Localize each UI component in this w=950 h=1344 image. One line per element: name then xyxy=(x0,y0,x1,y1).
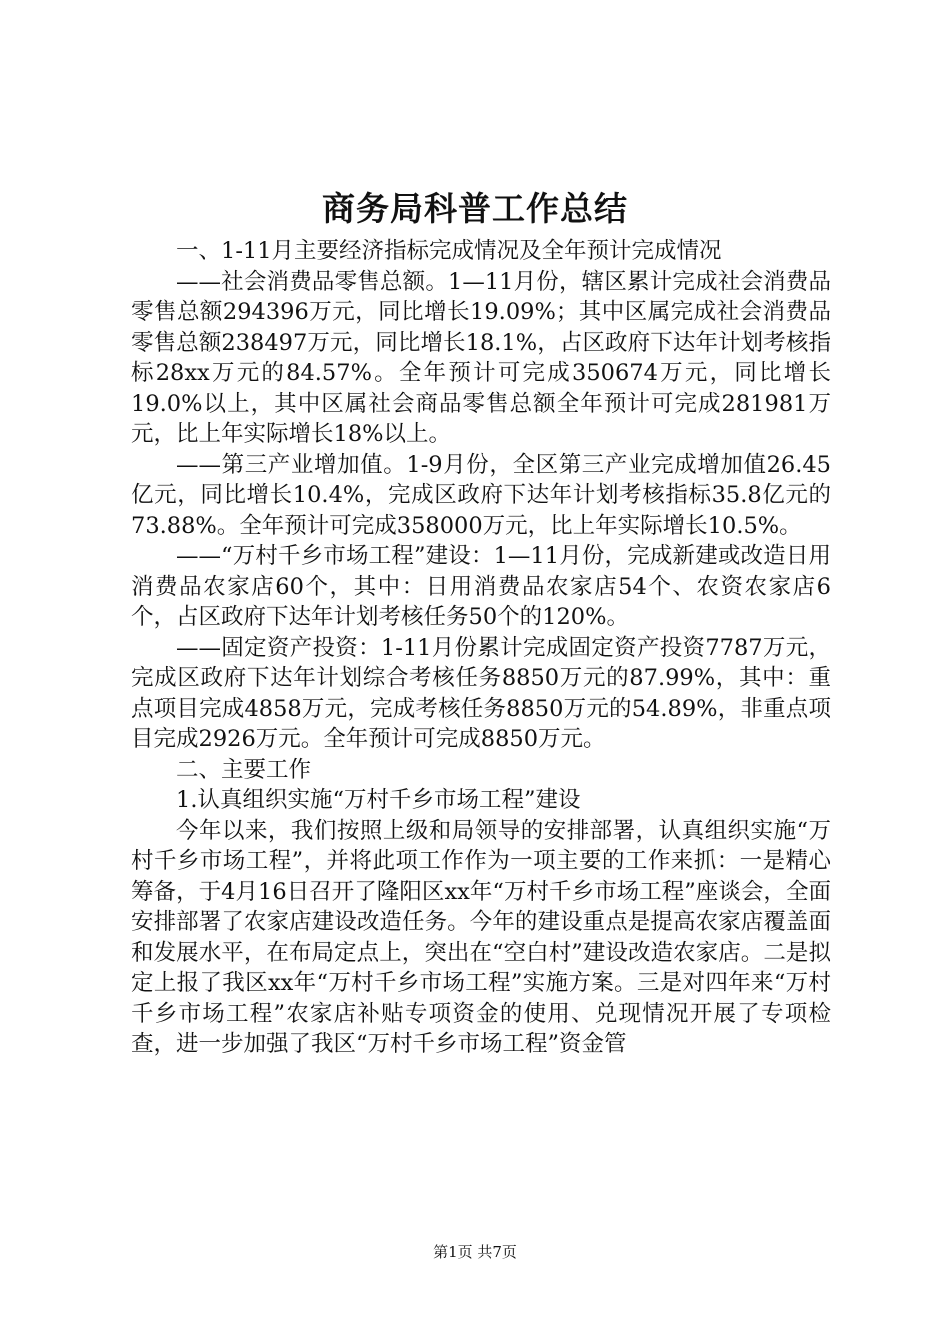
paragraph-market-project: ——“万村千乡市场工程”建设：1—11月份，完成新建或改造日用消费品农家店60个，其中：日用消费品农家店54个、农资农家店6个，占区政府下达年计划考核任务50个的120%。 xyxy=(131,543,831,630)
section-heading-1: 一、1-11月主要经济指标完成情况及全年预计完成情况 xyxy=(176,238,722,264)
paragraph-work-details: 今年以来，我们按照上级和局领导的安排部署，认真组织实施“万村千乡市场工程”，并将此项工作作为一项主要的工作来抓：一是精心筹备，于4月16日召开了隆阳区xx年“万村千乡市场工程”座谈会，全面安排部署了农家店建设改造任务。今年的建设重点是提高农家店覆盖面和发展水平，在布局定点上，突出在“空白村”建设改造农家店。二是拟定上报了我区xx年“万村千乡市场工程”实施方案。三是对四年来“万村千乡市场工程”农家店补贴专项资金的使用、兑现情况开展了专项检查，进一步加强了我区“万村千乡市场工程”资金管 xyxy=(131,817,831,1057)
document-title: 商务局科普工作总结 xyxy=(322,189,628,228)
section-heading-2: 二、主要工作 xyxy=(176,756,312,783)
page-footer: 第1页 共7页 xyxy=(433,1243,517,1261)
paragraph-tertiary-industry: ——第三产业增加值。1-9月份，全区第三产业完成增加值26.45亿元，同比增长10.4%，完成区政府下达年计划考核指标35.8亿元的73.88%。全年预计可完成358000万元，比上年实际增长10.5%。 xyxy=(131,451,831,539)
paragraph-retail-sales: ——社会消费品零售总额。1—11月份，辖区累计完成社会消费品零售总额294396万元，同比增长19.09%；其中区属完成社会消费品零售总额238497万元，同比增长18.1%，占区政府下达年计划考核指标28xx万元的84.57%。全年预计可完成350674万元，同比增长19.0%以上，其中区属社会商品零售总额全年预计可完成281981万元，比上年实际增长18%以上。 xyxy=(131,268,831,447)
paragraph-fixed-investment: ——固定资产投资：1-11月份累计完成固定资产投资7787万元，完成区政府下达年计划综合考核任务8850万元的87.99%，其中：重点项目完成4858万元，完成考核任务8850万元的54.89%，非重点项目完成2926万元。全年预计可完成8850万元。 xyxy=(131,634,831,752)
subsection-heading-1: 1.认真组织实施“万村千乡市场工程”建设 xyxy=(176,787,581,813)
document-body xyxy=(131,236,831,1060)
